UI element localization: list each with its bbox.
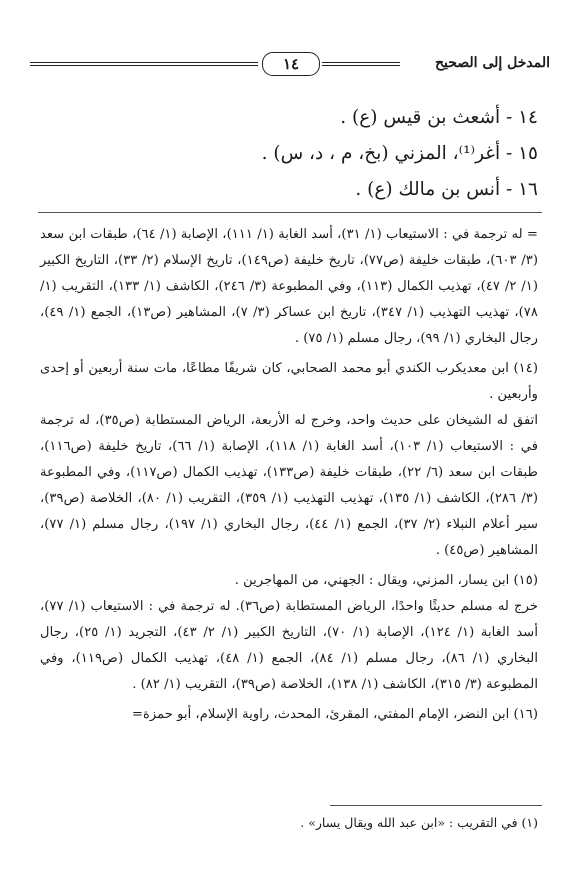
note-15-sources: خرج له مسلم حديثًا واحدًا، الرياض المستطابة (ص٣٦). له ترجمة في : الاستيعاب (١/ ٧٧)، أسد الغابة (١/ ١٢٤)، الإصابة (١/ ٧٠)، التاريخ الكبير (١/ ٢/ ٤٣)، التجريد (١/ ٢٥)، رجال البخاري (١/ ٨٦)، رجال مسلم (١/ ٨٤)، الجمع (١/ ٤٨)، تهذيب الكمال (ص١١٩)، وفي المطبوعة (٣/ ٣١٥)، الكاشف (١/ ١٣٨)، الخلاصة (ص٣٩)، التقريب (١/ ٨٢) . bbox=[40, 599, 539, 692]
footnote: (١) في التقريب : «ابن عبد الله ويقال يسار» . bbox=[300, 815, 538, 830]
page-number: ١٤ bbox=[262, 52, 320, 76]
note-continuation: = له ترجمة في : الاستيعاب (١/ ٣١)، أسد الغابة (١/ ١١١)، الإصابة (١/ ٦٤)، طبقات ابن سعد (٣/ ٦٠٣)، طبقات خليفة (ص٧٧)، تاريخ خليفة (ص١٤٩)، تاريخ الإسلام (٢/ ٣٣)، التاريخ الكبير (١/ ٢/ ٤٧)، تهذيب الكمال (١١٣)، وفي المطبوعة (٣/ ٢٤٦)، الكاشف (١/ ١٣٣)، التقريب (١/ ٧٨)، تهذيب التهذيب (١/ ٣٤٧)، تاريخ ابن عساكر (٣/ ٧)، المشاهير (ص١٣)، الجمع (١/ ٤٩)، رجال البخاري (١/ ٩٩)، رجال مسلم (١/ ٧٥) . bbox=[40, 227, 539, 346]
note-14-sources: اتفق له الشيخان على حديث واحد، وخرج له الأربعة، الرياض المستطابة (ص٣٥)، له ترجمة في : الاستيعاب (١/ ١٠٣)، أسد الغابة (١/ ١١٨)، الإصابة (١/ ٦٦)، تاريخ خليفة (ص١١٦)، طبقات ابن سعد (٦/ ٢٢)، طبقات خليفة (ص١٣٣)، تهذيب الكمال (ص١١٧)، وفي المطبوعة (٣/ ٢٨٦)، الكاشف (١/ ١٣٥)، تهذيب التهذيب (١/ ٣٥٩)، التقريب (١/ ٨٠)، الخلاصة (ص٣٩)، سير أعلام النبلاء (٢/ ٣٧)، الجمع (١/ ٤٤)، رجال البخاري (١/ ١٩٧)، رجال مسلم (١/ ٧٧)، المشاهير (ص٤٥) . bbox=[40, 413, 539, 558]
annotation-notes bbox=[40, 222, 538, 728]
header-rule-right bbox=[322, 62, 400, 66]
running-header bbox=[30, 50, 550, 80]
entry-16: ١٦ - أنس بن مالك (ع) . bbox=[355, 179, 538, 200]
main-entries bbox=[40, 100, 538, 208]
entry-14: ١٤ - أشعث بن قيس (ع) . bbox=[340, 107, 538, 128]
notes-separator bbox=[38, 212, 542, 213]
note-16: (١٦) ابن النضر، الإمام المفتي، المقرئ، المحدث، راوية الإسلام، أبو حمزة= bbox=[131, 707, 538, 722]
header-rule-left bbox=[30, 62, 258, 66]
note-14: (١٤) ابن معديكرب الكندي أبو محمد الصحابي، كان شريفًا مطاعًا، مات سنة أربعين أو إحدى وأربعين . bbox=[40, 361, 538, 402]
entry-15: ١٥ - أغر⁽¹⁾، المزني (بخ، م ، د، س) . bbox=[261, 143, 538, 164]
running-title: المدخل إلى الصحيح bbox=[434, 55, 550, 71]
footnote-separator bbox=[330, 805, 542, 806]
note-15: (١٥) ابن يسار، المزني، ويقال : الجهني، من المهاجرين . bbox=[234, 573, 538, 588]
